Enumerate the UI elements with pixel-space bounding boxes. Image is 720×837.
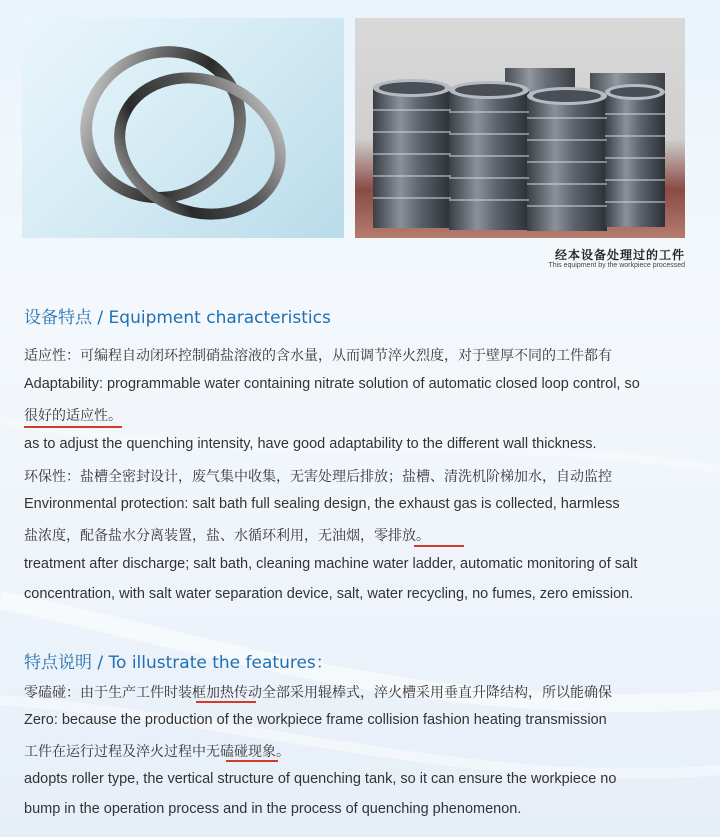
paragraph-line: 工件在运行过程及淬火过程中无磕碰现象。 bbox=[24, 744, 290, 760]
paragraph-line: concentration, with salt water separation device, salt, water recycling, no fumes, zero emission. bbox=[24, 586, 634, 602]
red-underline bbox=[24, 426, 122, 428]
paragraph-line: Environmental protection: salt bath full sealing design, the exhaust gas is collected, harmless bbox=[24, 496, 620, 512]
paragraph-line: 零磕碰：由于生产工件时装框加热传动全部采用辊棒式，淬火槽采用垂直升降结构，所以能确保 bbox=[24, 685, 612, 701]
red-underline bbox=[196, 701, 256, 703]
metal-ring-photo bbox=[22, 18, 344, 238]
section-title-illustrate-features: 特点说明 / To illustrate the features： bbox=[24, 653, 333, 673]
photo-caption-english: This equipment by the workpiece processed bbox=[548, 262, 685, 269]
red-underline bbox=[414, 545, 464, 547]
stacked-workpieces-photo bbox=[355, 18, 685, 238]
paragraph-line: bump in the operation process and in the process of quenching phenomenon. bbox=[24, 801, 522, 817]
paragraph-line: 环保性：盐槽全密封设计，废气集中收集，无害处理后排放；盐槽、清洗机阶梯加水，自动监控 bbox=[24, 469, 612, 485]
paragraph-line: 很好的适应性。 bbox=[24, 408, 122, 424]
paragraph-line: Adaptability: programmable water containing nitrate solution of automatic closed loop control, so bbox=[24, 376, 640, 392]
paragraph-line: 适应性：可编程自动闭环控制硝盐溶液的含水量，从而调节淬火烈度，对于壁厚不同的工件都有 bbox=[24, 348, 612, 364]
paragraph-line: Zero: because the production of the workpiece frame collision fashion heating transmission bbox=[24, 712, 607, 728]
red-underline bbox=[226, 760, 278, 762]
paragraph-line: as to adjust the quenching intensity, have good adaptability to the different wall thickness. bbox=[24, 436, 597, 452]
paragraph-line: adopts roller type, the vertical structure of quenching tank, so it can ensure the workpiece no bbox=[24, 771, 617, 787]
paragraph-line: 盐浓度，配备盐水分离装置，盐、水循环利用，无油烟，零排放。 bbox=[24, 528, 430, 544]
photo-caption-chinese: 经本设备处理过的工件 bbox=[554, 248, 685, 262]
paragraph-line: treatment after discharge; salt bath, cleaning machine water ladder, automatic monitoring of salt bbox=[24, 556, 638, 572]
section-title-equipment-characteristics: 设备特点 / Equipment characteristics bbox=[24, 308, 331, 328]
